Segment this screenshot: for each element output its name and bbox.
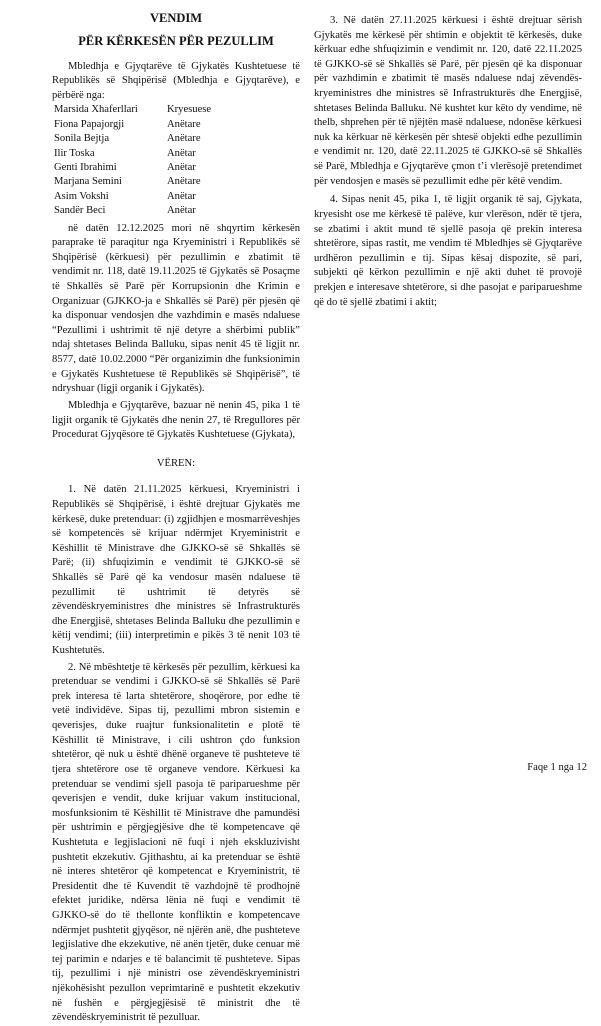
member-name: Sonila Bejtja <box>54 133 110 145</box>
member-role: Anëtar <box>167 161 196 173</box>
member-row <box>52 132 300 146</box>
member-role: Anëtare <box>167 133 201 145</box>
document-subtitle: PËR KËRKESËN PËR PEZULLIM <box>78 34 274 49</box>
left-column <box>52 10 300 1026</box>
page-number: Faqe 1 nga 12 <box>527 762 587 774</box>
intro-paragraph: Mbledhja e Gjyqtarëve të Gjykatës Kushtetuese të Republikës së Shqipërisë (Mbledhja e Gjyqtarëve), e përbërë nga: <box>52 60 300 101</box>
right-column <box>314 10 582 310</box>
paragraph-3: 3. Në datën 27.11.2025 kërkuesi i është drejtuar sërish Gjykatës me kërkesë për shtimin e objektit të kërkesës, duke kërkuar edhe shfuqizimin e vendimit nr. 120, datë 22.11.2025 të GJKKO-së së Shkallës së Parë, për pjesën që ka disponuar për vazhdimin e zbatimit të masës ndaluese ndaj zëvendës-kryeministres dhe ministres së Infrastrukturës dhe Energjisë, shtetases Belinda Balluku. Në kushtet kur këto dy vendime, në thelb, shprehen për të njëjtën masë ndaluese, ndonëse kërkuesi nuk ka kërkuar në kërkesën për shtesë objekti edhe pezullimin e vendimit nr. 120, datë 22.11.2025 të GJKKO-së së Shkallës së Parë, Mbledhja e Gjyqtarëve çmon t’i vlerësojë pretendimet për vendosjen e masës së pezullimit edhe për këtë vendim. <box>314 15 582 187</box>
member-name: Fiona Papajorgji <box>54 118 125 130</box>
member-row <box>52 103 300 117</box>
member-name: Marsida Xhaferllari <box>54 104 138 116</box>
basis-paragraph: Mbledhja e Gjyqtarëve, bazuar në nenin 45, pika 1 të ligjit organik të Gjykatës dhe nenin 27, të Rregullores për Procedurat Gjyqësore të Gjykatës Kushtetuese (Gjykata), <box>52 399 300 441</box>
section-heading: VËREN: <box>156 457 196 469</box>
member-name: Asim Vokshi <box>54 190 109 202</box>
member-row <box>52 147 300 161</box>
member-row <box>52 190 300 204</box>
paragraph-2-start: 2. Në mbështetje të kërkesës për pezullim, kërkuesi ka pretenduar se vendimi i GJKKO-së së Shkallës së Parë prek interesa të larta shtetërore, shoqërore, por edhe të vetë individëve. Sipas tij, pezullimi mbron sistemin e qeverisjes, duke ruajtur funksionalitetin e plotë të Këshillit të Ministrave, i cili ushtron çdo funksion shtetëror, që nuk u është dhënë organeve të pushteteve të tjera shtetërore ose të organeve vendore. Kërkuesi ka pretenduar se vendimi sjell pasoja të pariparueshme për qeverisjen e vendit, duke krijuar vakum institucional, mosfunksionim të Këshillit të Ministrave dhe pamundësi për ushtrimin e përgjegjësive dhe të kompetencave që Kushtetuta e legjislacioni në fuqi i njeh ekskluzivisht pushtetit ekzekutiv. Gjithashtu, ai ka pretenduar se është në interes shtetëror që kompetencat e Kryeministrit, të Presidentit dhe të Kuvendit të vazhdojnë të prodhojnë efektet juridike, ndërsa lënia në fuqi e vendimit të GJKKO-së do të thellonte konfliktin e kompetencave ndërmjet pushtetit gjyqësor, në njërën anë, dhe pushteteve legjislative dhe ekzekutive, në anën tjetër, duke cenuar më tej parimin e ndarjes e të balancimit të pushteteve. Sipas tij, pezullimi i një ministri ose zëvendëskryeministri njëkohësisht pezullon veprimtarinë e pushtetit ekzekutiv në fushën e përgjegjësisë të ministrit dhe të zëvendëskryeministrit të pezulluar. <box>52 661 300 1024</box>
member-row <box>52 118 300 132</box>
member-role: Kryesuese <box>167 104 212 116</box>
document-title: VENDIM <box>149 11 203 25</box>
member-role: Anëtare <box>167 176 201 188</box>
member-name: Marjana Semini <box>54 176 122 188</box>
member-row <box>52 204 300 218</box>
member-row <box>52 175 300 189</box>
paragraph-1: 1. Në datën 21.11.2025 kërkuesi, Kryeministri i Republikës së Shqipërisë, i është drejtuar Gjykatës me kërkesë, duke pretenduar: (i) zgjidhjen e mosmarrëveshjes së kompetencës së krijuar ndërmjet Kryeministrit e Këshillit të Ministrave dhe GJKKO-së së Shkallës së Parë; (ii) shfuqizimin e vendimit të GJKKO-së së Shkallës së Parë që ka vendosur masën ndaluese të pezullimit të ushtrimit të detyrës së zëvendëskryeministres dhe ministres së Infrastrukturës dhe Energjisë, shtetases Belinda Balluku dhe pezullimin e këtij vendimi; (iii) interpretimin e pikës 3 të nenit 103 të Kushtetutës. <box>52 484 300 657</box>
member-role: Anëtar <box>167 190 196 202</box>
member-role: Anëtar <box>167 205 196 217</box>
member-name: Ilir Toska <box>54 147 95 159</box>
member-list <box>52 103 300 218</box>
member-row <box>52 161 300 175</box>
member-role: Anëtare <box>167 118 201 130</box>
member-role: Anëtar <box>167 147 196 159</box>
member-name: Sandër Beci <box>54 205 106 217</box>
review-paragraph: në datën 12.12.2025 mori në shqyrtim kërkesën paraprake të paraqitur nga Kryeministri i Republikës së Shqipërisë (kërkuesi) për pezullimin e zbatimit të vendimit nr. 118, datë 19.11.2025 të Gjykatës së Posaçme të Shkallës së Parë për Korrupsionin dhe Krimin e Organizuar (GJKKO-ja e Shkallës së Parë) për pjesën që ka disponuar vendosjen dhe vazhdimin e masës ndaluese “Pezullimi i ushtrimit të një detyre a shërbimi publik” ndaj shtetases Belinda Balluku, sipas nenit 45 të ligjit nr. 8577, datë 10.02.2000 “Për organizimin dhe funksionimin e Gjykatës Kushtetuese të Republikës së Shqipërisë”, të ndryshuar (ligji organik i Gjykatës). <box>52 222 300 395</box>
member-name: Genti Ibrahimi <box>54 161 117 173</box>
paragraph-4: 4. Sipas nenit 45, pika 1, të ligjit organik të saj, Gjykata, kryesisht ose me kërkesë të palëve, kur vlerëson, ndër të tjera, se zbatimi i aktit mund të sjellë pasoja që prekin interesa shtetërore, sipas rastit, me vendim të Mbledhjes së Gjyqtarëve urdhëron pezullimin e tij. Sipas kësaj dispozite, së pari, subjekti që kërkon pezullimin e një akti duhet të provojë prekjen e interesave shtetërore, si dhe pasojat e pariparueshme që do të sjellë zbatimi i aktit; <box>314 194 582 308</box>
